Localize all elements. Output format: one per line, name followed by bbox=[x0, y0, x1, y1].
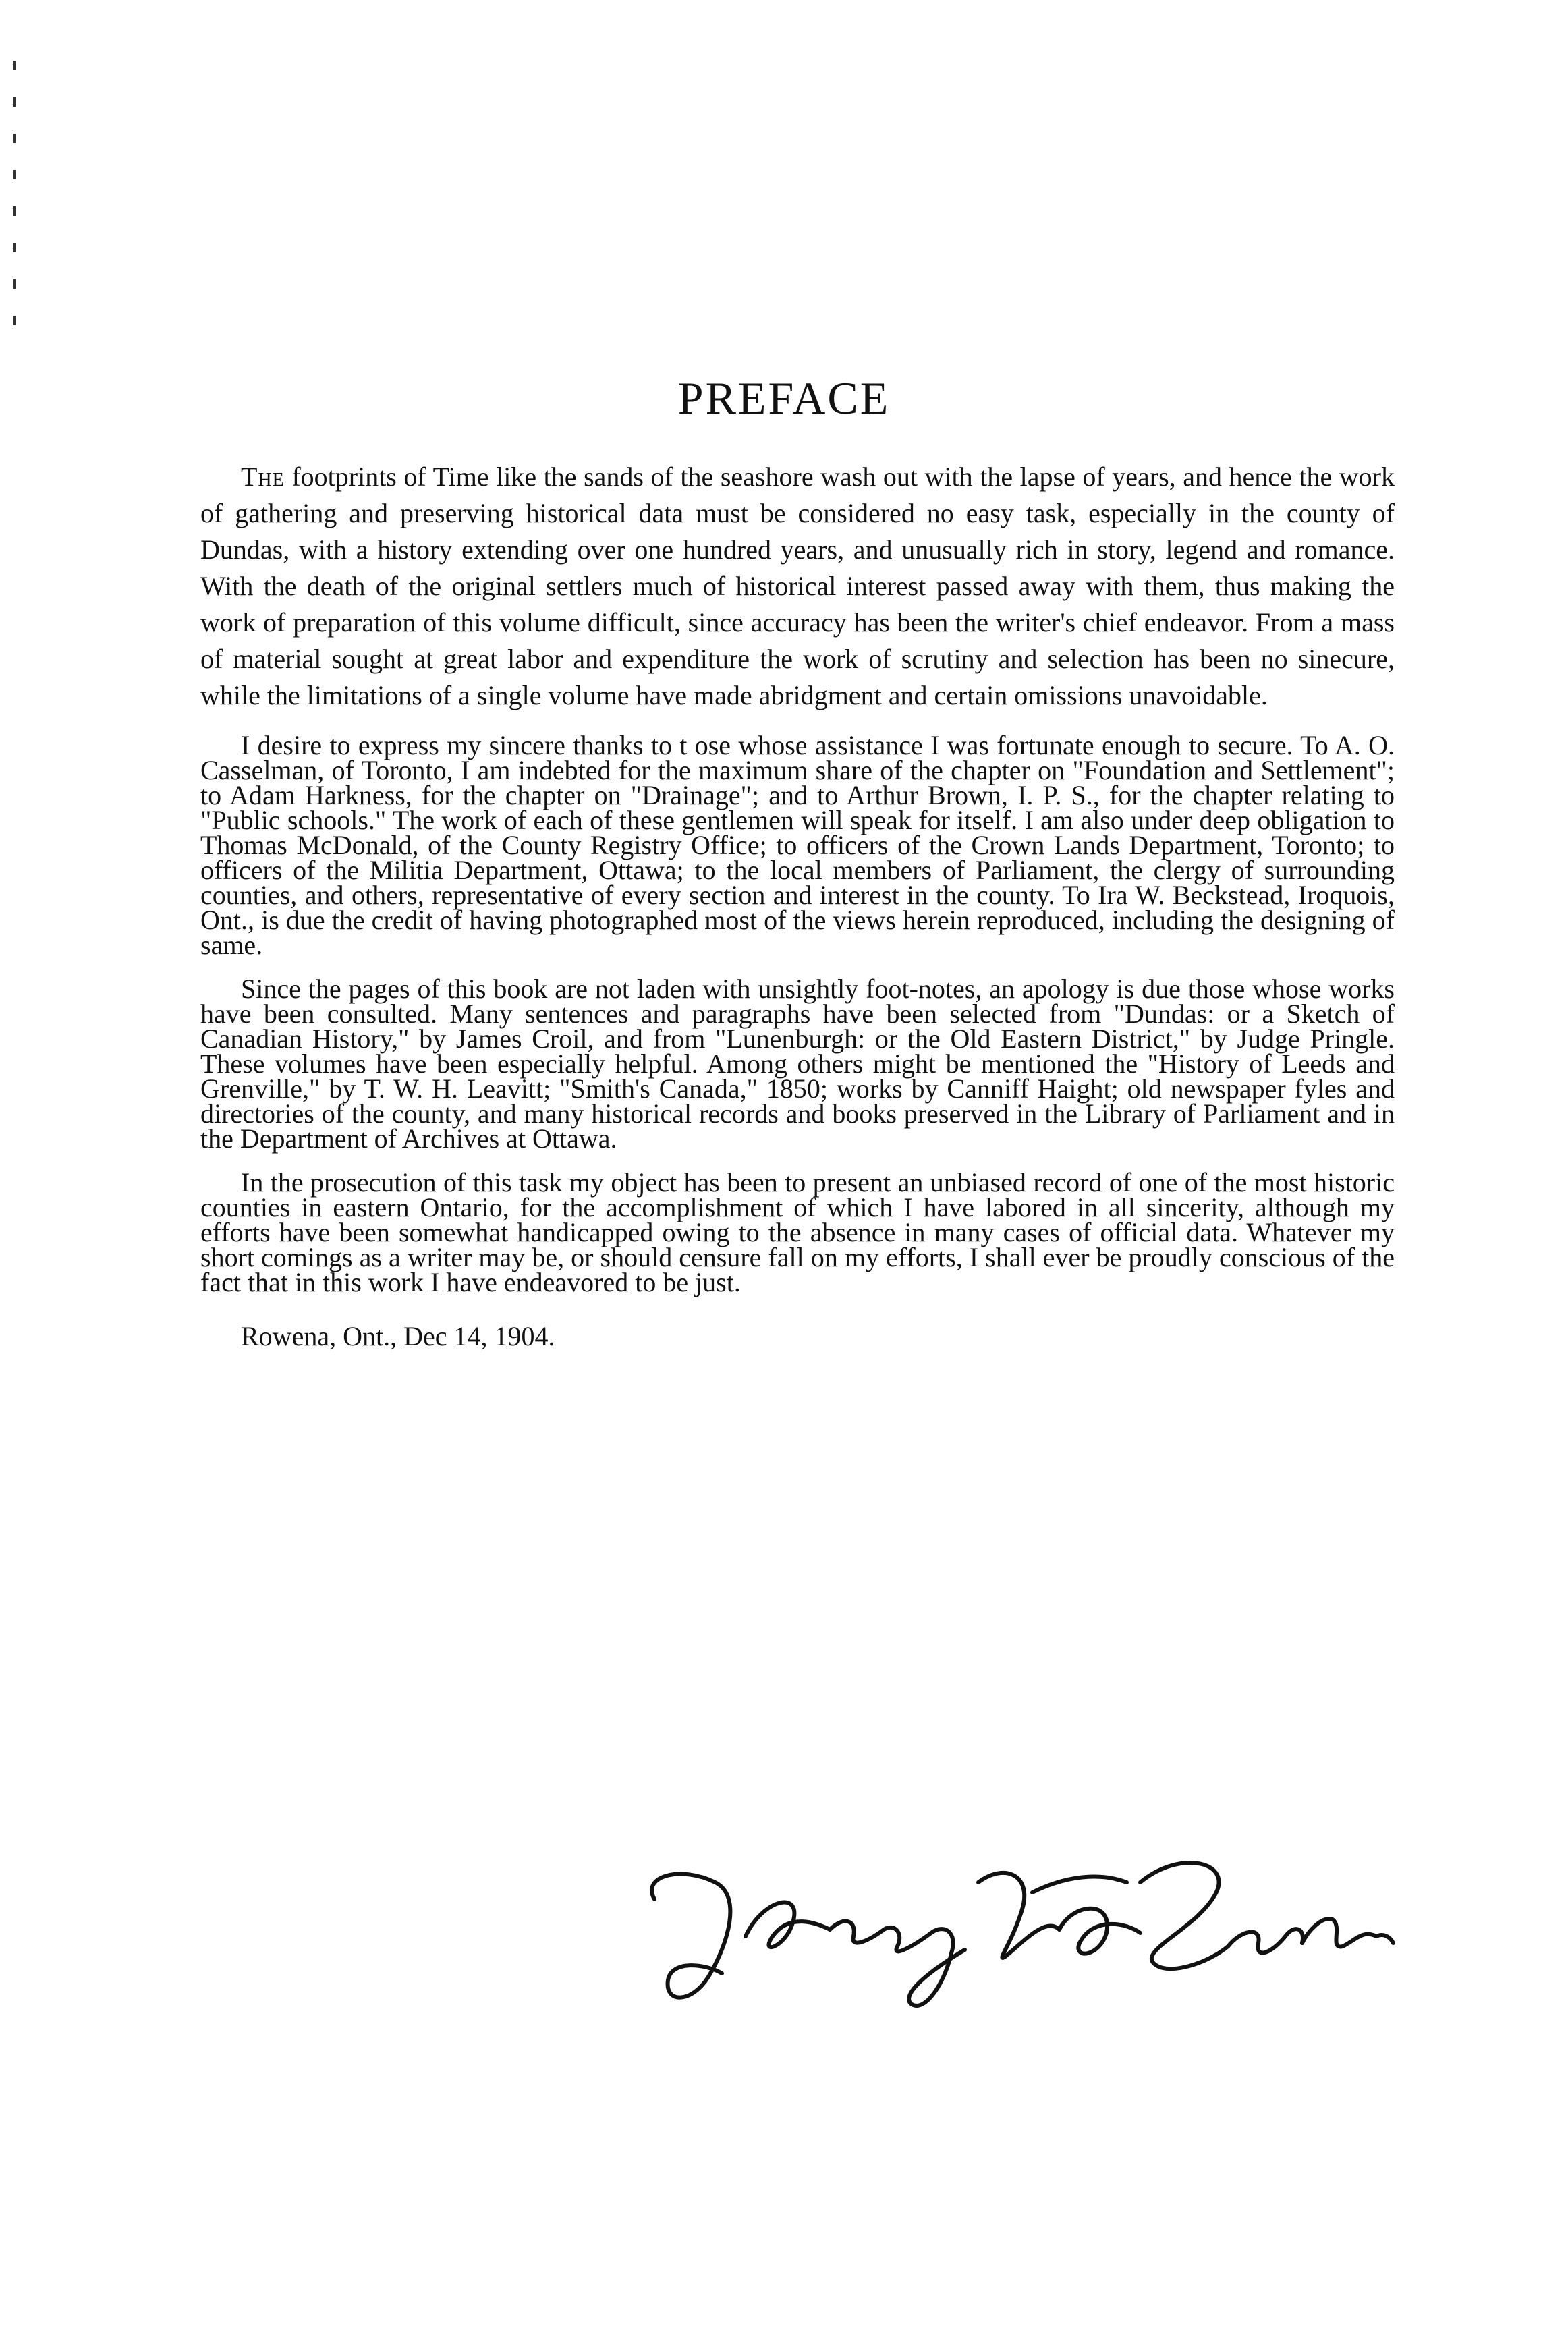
margin-marks bbox=[12, 61, 19, 412]
paragraph-2: I desire to express my sincere thanks to t ose whose assistance I was fortunate enough to secure. To A. O. Casselman, of Toronto, I am indebted for the maximum share of the chapter on "Foundation and Settlement"; to Adam Harkness, for the chapter on "Drainage"; and to Arthur Brown, I. P. S., for the chapter relating to "Public schools." The work of each of these gentlemen will speak for itself. I am also under deep obligation to Thomas McDonald, of the County Registry Office; to officers of the Crown Lands Department, Toronto; to officers of the Militia Department, Ottawa; to the local members of Parliament, the clergy of surrounding counties, and others, representative of every section and interest in the county. To Ira W. Beckstead, Iroquois, Ont., is due the credit of having photographed most of the views herein reproduced, including the designing of same. bbox=[200, 730, 1395, 960]
paragraph-3: Since the pages of this book are not laden with unsightly foot-notes, an apology is due those whose works have been consulted. Many sentences and paragraphs have been selected from "Dundas: or a Sketch of Canadian History," by James Croil, and from "Lunenburgh: or the Old Eastern District," by Judge Pringle. These volumes have been especially helpful. Among others might be mentioned the "History of Leeds and Grenville," by T. W. H. Leavitt; "Smith's Canada," 1850; works by Canniff Haight; old newspaper fyles and directories of the county, and many historical records and books preserved in the Library of Parliament and in the Department of Archives at Ottawa. bbox=[200, 974, 1395, 1154]
dateline: Rowena, Ont., Dec 14, 1904. bbox=[241, 1321, 555, 1351]
paragraph-4: In the prosecution of this task my object has been to present an unbiased record of one of the most historic counties in eastern Ontario, for the accomplishment of which I have labored in all sincerity, although my efforts have been somewhat handicapped owing to the absence in many cases of official data. Whatever my short comings as a writer may be, or should censure fall on my efforts, I shall ever be proudly conscious of the fact that in this work I have endeavored to be just. bbox=[200, 1167, 1395, 1297]
signature-drawing bbox=[627, 1835, 1403, 2024]
paragraph-1-lead: The bbox=[241, 461, 285, 492]
page-title: PREFACE bbox=[677, 372, 891, 424]
handwritten-signature bbox=[627, 1835, 1403, 2024]
body-text bbox=[200, 459, 1395, 1352]
paragraph-1-text: footprints of Time like the sands of the seashore wash out with the lapse of years, and hence the work of gathering and preserving historical data must be considered no easy task, especially in the county of Dundas, with a history extending over one hundred years, and unusually rich in story, legend and romance. With the death of the original settlers much of historical interest passed away with them, thus making the work of preparation of this volume difficult, since accuracy has been the writer's chief endeavor. From a mass of material sought at great labor and expenditure the work of scrutiny and selection has been no sinecure, while the limitations of a single volume have made abridgment and certain omissions unavoidable. bbox=[200, 461, 1395, 710]
paragraph-1 bbox=[200, 459, 1395, 714]
